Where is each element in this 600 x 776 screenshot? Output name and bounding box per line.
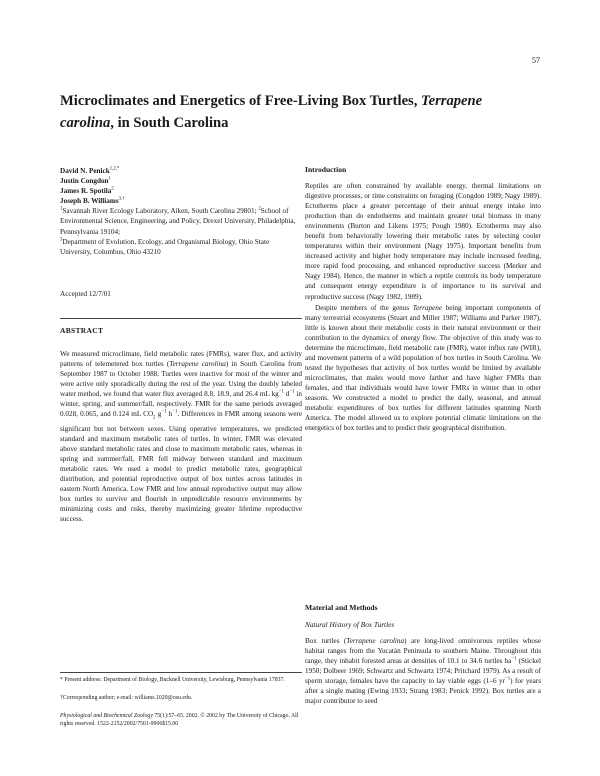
intro-heading: Introduction	[305, 165, 347, 174]
author-sup: 3,†	[118, 196, 125, 202]
divider	[60, 672, 302, 673]
author-block	[60, 166, 302, 257]
article-title	[60, 90, 520, 134]
page-number: 57	[532, 56, 540, 65]
author-sup: 1,2,*	[109, 166, 120, 172]
author-1	[60, 166, 302, 176]
author-name: David N. Penick	[60, 167, 110, 175]
affiliation-sup: 3	[60, 237, 63, 243]
accepted-date: Accepted 12/7/01	[60, 290, 111, 298]
affiliation-sup: 2	[258, 206, 261, 212]
affiliations	[60, 206, 302, 256]
journal-citation: Physiological and Biochemical Zoology 75(1):57–65. 2002. © 2002 by The University of Chicago. All rights reserved. 1522-2152/2002/7501-9906$15.00	[60, 713, 299, 728]
methods-body	[305, 636, 541, 706]
author-sup: 1	[108, 176, 111, 182]
abstract-heading: ABSTRACT	[60, 326, 104, 335]
abstract-text: We measured microclimate, field metabolic rates (FMRs), water flux, and activity patterns of telemetered box turtles (Terrapene carolina) in South Carolina from September 1987 to October 1988. Turtles were inactive for most of the winter and were active only sporadically during the rest of the year. Using the doubly labeled water method, we found that water flux averaged 8.8, 18.9, and 26.4 mL $kg^{-1}$ $d^{-1}$ in winter, spring, and summer/fall, respectively. FMR for the same periods averaged 0.028, 0.065, and 0.124 mL $CO_2$ $g^{-1}$ $h^{-1}$. Differences in FMR among seasons were significant but not between sexes. Using operative temperatures, we predicted standard and maximum metabolic rates of turtles. In winter, FMR was elevated above standard metabolic rates and close to maximum metabolic rates, whereas in spring and summer/fall, FMR fell midway between standard and maximum metabolic rates. We used a model to predict metabolic rates, geographical distribution, and potential reproductive output of box turtles across latitudes in eastern North America. Low FMR and low annual reproductive output may allow box turtles to survive and flourish in unpredictable resource environments by minimizing costs and risks, thereby maximizing greater lifetime reproductive success.	[60, 350, 303, 524]
author-name: Joseph B. Williams	[60, 197, 119, 206]
author-4	[60, 196, 302, 206]
title-tail: , in South Carolina	[110, 115, 229, 131]
footnote-2: †Corresponding author; e-mail: williams.1020@osu.edu.	[60, 695, 193, 701]
affiliation-1: Savannah River Ecology Laboratory, Aiken, South Carolina 29801;	[62, 207, 259, 216]
author-sup: 2	[111, 186, 114, 192]
author-3	[60, 186, 302, 196]
intro-paragraph-2: Despite members of the genus Terrapene being important components of many terrestrial ecosystems (Stuart and Miller 1987; Williams and Parker 1987), little is known about their metabolic costs in their natural environment or their contribution to the dynamics of energy flow. The objective of this study was to determine the microclimate, field metabolic rate (FMR), water influx rate (WIR), and movement patterns of a wild population of box turtles in South Carolina. We tested the hypotheses that activity of box turtles would be limited by available microclimates, that males would move farther and have higher FMRs than females, and that individuals would have lower FMRs in winter than in other seasons. We constructed a model to predict the daily, seasonal, and annual metabolic expenditures of box turtles for different latitudes spanning North America. The model allowed us to explore potential climatic limitations on the energetics of box turtles and to predict their geographical distribution.	[305, 303, 542, 433]
title-species: Terrapene carolina	[60, 93, 483, 131]
divider	[60, 318, 302, 319]
title-main: Microclimates and Energetics of Free-Living Box Turtles,	[60, 93, 422, 109]
footnote-1: * Present address: Department of Biology, Bucknell University, Lewisburg, Pennsylvania 17837.	[60, 677, 285, 683]
affiliation-sup: 1	[60, 206, 63, 212]
methods-paragraph-1: Box turtles (Terrapene carolina) are long-lived omnivorous reptiles whose habitat ranges from the Yucatán Peninsula to southern Maine. Throughout this range, they inhabit forested areas at densities of 10.1 to 34.6 turtles $ha^{-1}$ (Stickel 1950; Dolbeer 1969; Schwartz and Schwartz 1974; Pritchard 1979). As a result of sperm storage, females have the capacity to lay viable eggs (1–6 $yr^{-1}$) for years after a single mating (Ewing 1933; Strang 1983; Penick 1992). Box turtles are a major contributor to seed	[305, 637, 542, 706]
intro-paragraph-1: Reptiles are often constrained by available energy, thermal limitations on digestive processes, or time constraints on foraging (Congdon 1989; Nagy 1989). Ectotherms place a greater percentage of their annual energy intake into production than do endotherms and maintain greater total biomass in many environments (Burton and Likens 1975; Pough 1980). Ectotherms may also benefit from behaviorally lowering their metabolic rates by selecting cooler temperatures within their environment (Nagy 1975). Important benefits from increased activity and higher body temperature may include increased feeding, more rapid food processing, and enhanced reproductive success (Merker and Nagy 1984). Hence, the manner in which a reptile controls its body temperature and consequent energy expenditure is of importance to its survival and reproductive success (Nagy 1982, 1989).	[305, 182, 541, 301]
methods-heading: Material and Methods	[305, 603, 378, 612]
affiliation-2: School of Environmental Science, Engineering, and Policy, Drexel University, Philadelphia, Pennsylvania 19104;	[60, 207, 296, 236]
author-2	[60, 176, 302, 186]
intro-body	[305, 181, 541, 433]
affiliation-3: Department of Evolution, Ecology, and Organismal Biology, Ohio State University, Columbus, Ohio 43210	[60, 237, 270, 256]
author-name: Justin Congdon	[60, 177, 109, 186]
author-name: James R. Spotila	[60, 187, 112, 196]
methods-subheading: Natural History of Box Turtles	[305, 620, 395, 629]
